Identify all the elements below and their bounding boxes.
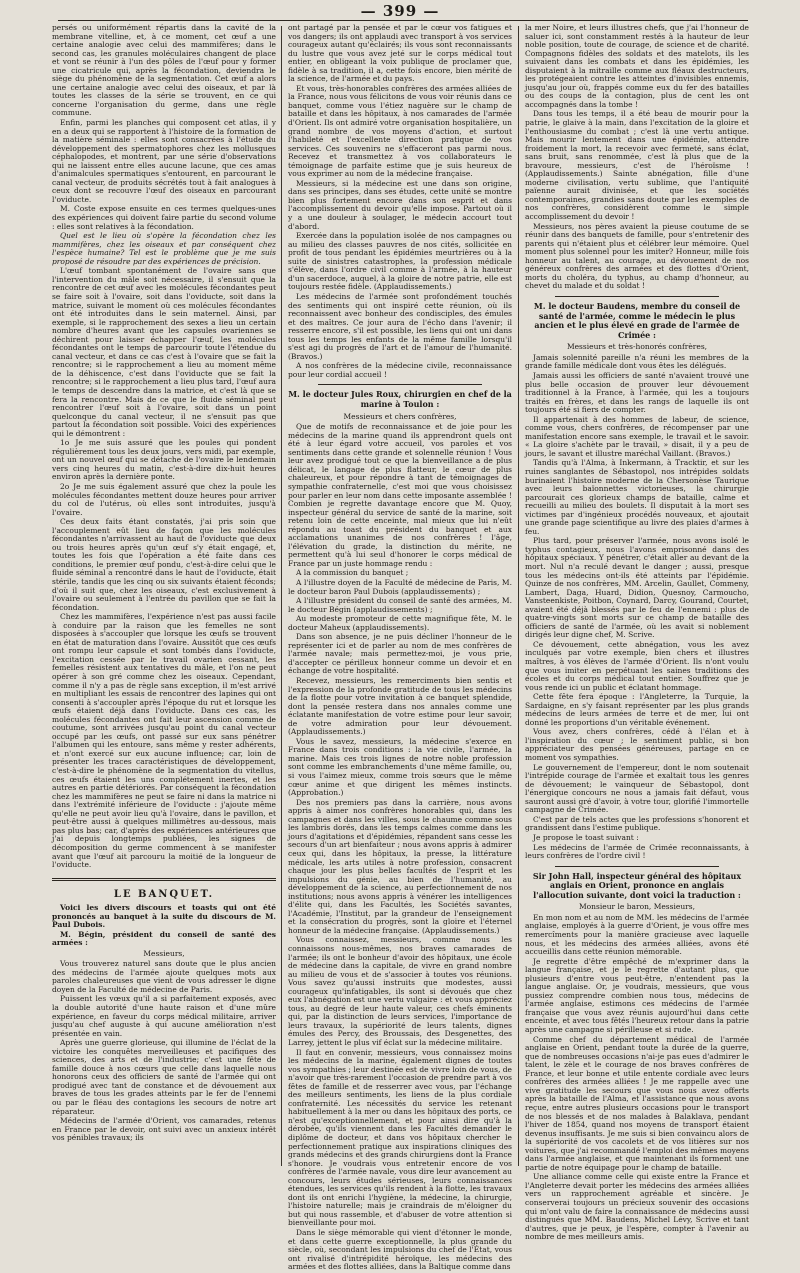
paragraph: Plus tard, pour préserver l'armée, nous avons isolé le typhus contagieux, nous l'avons emprisonné dans des hôpitaux spéciaux. Y pénétrer, c'était aller au devant de la mort. Nul n'a reculé devant le danger ; aussi, presque tous les médecins ont-ils été atteints par l'épidémie. Quinze de nos confrères, MM. Arcelin, Gaullet, Commeny, Lambert, Daga, Huard, Didion, Quesnoy, Carmoucho, Vansteenkiste, Poitbon, Coynard, Darcy, Gourand, Courtet, avaient été déjà blessés par le feu de l'ennemi : plus de quatre-vingts sont morts sur ce champ de bataille des officiers de santé de l'armée, où les avait si noblement dirigés leur digne chef, M. Scrive.: [525, 536, 749, 640]
paragraph: Dans son absence, je ne puis décliner l'honneur de le représenter ici et de parler au nom de mes confrères de l'armée navale; mais permettez-moi, je vous prie, d'accepter ce périlleux honneur comme un devoir et en échange de votre hospitalité.: [288, 632, 512, 676]
paragraph: Vous le savez, messieurs, la médecine s'exerce en France dans trois conditions : la vie civile, l'armée, la marine. Mais ces trois lignes de notre noble profession sont comme les embranchements d'une même famille, ou, si vous l'aimez mieux, comme trois sœurs que le même cœur anime et que dirigent les mêmes instincts. (Approbation.): [288, 736, 512, 798]
salutation: Messieurs et chers confrères,: [343, 411, 457, 421]
paragraph: 2o Je me suis également assuré que chez la poule les molécules fécondantes mettent douze heures pour arriver du col de l'utérus, où elles sont introduites, jusqu'à l'ovaire.: [52, 481, 276, 517]
speaker-heading: Sir John Hall, inspecteur général des hôpitaux anglais en Orient, prononce en anglais l'allocution suivante, dont voici la traduction :: [532, 870, 742, 900]
speaker-heading: M. Bégin, président du conseil de santé des armées :: [52, 929, 276, 948]
paragraph: Tandis qu'à l'Alma, à Inkermann, à Tracktir, et sur les ruines sanglantes de Sébastopol, nos intrépides soldats burinaient l'histoire moderne de la Chersonèse Taurique avec leurs baïonnettes victorieuses, la chirurgie parcourait ces glorieux champs de bataille, calme et recueilli au milieu des boulets. Il disputait à la mort ses victimes par d'ingénieux procédés nouveaux, et ajoutait une grande page scientifique au livre des plaies d'armes à feu.: [525, 458, 749, 536]
column-3: [525, 24, 749, 1243]
speaker-heading: M. le docteur Jules Roux, chirurgien en chef de la marine à Toulon :: [288, 389, 512, 410]
paragraph: A nos confrères de la médecine civile, reconnaissance pour leur cordial accueil !: [288, 361, 512, 379]
paragraph: Jamais solennité pareille n'a réuni les membres de la grande famille médicale dont vous êtes les délégués.: [525, 352, 749, 371]
paragraph: En mon nom et au nom de MM. les médecins de l'armée anglaise, employés à la guerre d'Orient, je vous offre mes remercîments pour la manière gracieuse avec laquelle nous, et les médecins des armées alliées, avons été accueillis dans cette réunion mémorable.: [525, 912, 749, 957]
paragraph: Vous connaissez, messieurs, comme nous les connaissons nous-mêmes, nos braves camarades de l'armée; ils ont le bonheur d'avoir des hôpitaux, une école de médecine dans la capitale, de vivre en grand nombre au milieu de vous et de s'associer à toutes vos réunions. Vous savez qu'aussi instruits que modestes, aussi courageux qu'infatigables, ils sont si dévoués que chez eux l'abnégation est une vertu vulgaire : et vous appréciez tous, au degré de leur haute valeur, ces chefs éminents qui, par la distinction de leurs services, l'importance de leurs travaux, la supériorité de leurs talents, dignes émules des Percy, des Broussais, des Desgenettes, des Larrey, jettent le plus vif éclat sur la médecine militaire.: [288, 935, 512, 1047]
paragraph: Médecins de l'armée d'Orient, vos camarades, retenus en France par le devoir, ont suivi avec un anxieux intérêt vos pénibles travaux; ils: [52, 1116, 276, 1143]
paragraph: C'est par de tels actes que les professions s'honorent et grandissent dans l'estime publique.: [525, 814, 749, 833]
paragraph: Messieurs, nos pères avaient la pieuse coutume de se réunir dans des banquets de famille, pour s'entretenir des parents qui n'étaient plus et célébrer leur mémoire. Quel moment plus solennel pour les imiter? Honneur, mille fois honneur au talent, au courage, au dévouement de nos généreux confrères des armées et des flottes d'Orient, morts du choléra, du typhus, au champ d'honneur, au chevet du malade et du soldat !: [525, 221, 749, 291]
page-number: — 399 —: [360, 2, 440, 20]
paragraph: M. Coste expose ensuite en ces termes quelques-unes des expériences qui doivent faire partie du second volume : elles sont relatives à la fécondation.: [52, 204, 276, 231]
paragraph: Il faut en convenir, messieurs, vous connaissez moins les médecins de la marine, également dignes de toutes vos sympathies ; leur destinée est de vivre loin de vous, de n'avoir que très-rarement l'occasion de prendre part à vos fêtes de famille et de resserrer avec vous, par l'échange des meilleurs sentiments, les liens de la plus cordiale confraternité. Les nécessités du service les retenant habituellement à la mer ou dans les hôpitaux des ports, ce n'est qu'exceptionnellement, et pour ainsi dire qu'à la dérobée, qu'ils viennent dans les Facultés demander le diplôme de docteur, et dans vos hôpitaux chercher le perfectionnement pratique aux inspirations cliniques des grands médecins et des grands chirurgiens dont la France s'honore. Je voudrais vous entretenir encore de vos confrères de l'armée navale, vous dire leur avancement au concours, leurs études sérieuses, leurs connaissances étendues, les services qu'ils rendent à la flotte, les travaux dont ils ont enrichi l'hygiène, la médecine, la chirurgie, l'histoire naturelle; mais je craindrais de m'éloigner du but qui nous rassemble, et d'abuser de votre attention si bienveillante pour moi.: [288, 1047, 512, 1228]
column-divider: [281, 26, 282, 1166]
paragraph: Chez les mammifères, l'expérience n'est pas aussi facile à conduire par la raison que les femelles ne sont disposées à s'accoupler que lorsque les œufs se trouvent en état de maturation dans l'ovaire. Aussitôt que ces œufs ont rompu leur capsule et sont tombés dans l'oviducte, l'excitation cessée par le travail ovarien cessant, les femelles résistent aux tentatives du mâle, et l'on ne peut opérer à son gré comme chez les oiseaux. Cependant, comme il n'y a pas de règle sans exception, il m'est arrivé en multipliant les essais de rencontrer des lapines qui ont consenti à s'accoupler après l'époque du rut et lorsque les œufs étaient déjà dans l'oviducte. Dans ces cas, les molécules fécondantes ont fait leur ascension comme de coutume, sont arrivées jusqu'au point du canal vecteur occupé par les œufs, ont passé sur eux sans pénétrer l'albumen qui les entoure, sans même y rester adhérents, et n'ont exercé sur eux aucune influence; car, loin de présenter les traces caractéristiques de développement, c'est-à-dire le phénomène de la segmentation du vitellus, ces œufs étaient les uns complétement inertes, et les autres en partie détériorés. Par conséquent la fécondation chez les mammifères ne peut se faire ni dans la matrice ni dans l'extrémité inférieure de l'oviducte : j'ajoute même qu'elle ne peut avoir lieu qu'à l'ovaire, dans le pavillon, et peut-être aussi à quelques millimètres au-dessous, mais pas plus bas; car, d'après des expériences antérieures que j'ai depuis longtemps publiées, les signes de décomposition du germe commencent à se manifester avant que l'œuf ait parcouru la moitié de la longueur de l'oviducte.: [52, 612, 276, 870]
paragraph: Messieurs, si la médecine est une dans son origine, dans ses principes, dans ses études, cette unité se montre bien plus fortement encore dans son esprit et dans l'accomplissement du devoir qu'elle impose. Partout où il y a une douleur à soulager, le médecin accourt tout d'abord.: [288, 178, 512, 231]
divider: [555, 866, 719, 867]
paragraph: persés ou uniformément répartis dans la cavité de la membrane vitelline, et, à ce moment, cet œuf a une certaine analogie avec celui des mammifères; dans le second cas, les granules moléculaires changent de place et vont se réunir à l'un des pôles de l'œuf pour y former une cicatricule qui, après la fécondation, deviendra le siège du phénomène de la segmentation. Cet œuf a alors une certaine analogie avec celui des oiseaux, et par là toutes les classes de la série se trouvent, en ce qui concerne l'organisation du germe, dans une règle commune.: [52, 23, 276, 118]
section-divider: [52, 878, 276, 881]
paragraph: Puissent les vœux qu'il a si parfaitement exposés, avec la double autorité d'une haute raison et d'une mûre expérience, en faveur du corps médical militaire, arriver jusqu'au chef auguste à qui aucune amélioration n'est présentée en vain.: [52, 994, 276, 1038]
paragraph: Les médecins de l'armée sont profondément touchés des sentiments qui ont inspiré cette réunion, où ils reconnaissent avec bonheur des condisciples, des émules et des maîtres. Ce jour aura de l'écho dans l'avenir; il resserre encore, s'il est possible, les liens qui ont uni dans tous les temps les enfants de la même famille lorsqu'il s'est agi du progrès de l'art et de l'amour de l'humanité. (Bravos.): [288, 291, 512, 361]
paragraph: Ce dévouement, cette abnégation, vous les avez inculqués par votre exemple, bien chers et illustres maîtres, à vos élèves de l'armée d'Orient. Ils n'ont voulu que vous imiter en perpétuant les saines traditions des écoles et du corps médical tout entier. Souffrez que je vous rende ici un public et éclatant hommage.: [525, 639, 749, 692]
paragraph: Quel est le lieu où s'opère la fécondation chez les mammifères, chez les oiseaux et par conséquent chez l'espèce humaine? Tel est le problème que je me suis proposé de résoudre par des expériences de précision.: [52, 231, 276, 266]
paragraph: L'œuf tombant spontanément de l'ovaire sans que l'intervention du mâle soit nécessaire, il s'ensuit que la rencontre de cet œuf avec les molécules fécondantes peut se faire soit à l'ovaire, soit dans l'oviducte, soit dans la matrice, suivant le moment où ces molécules fécondantes ont été introduites dans le sein maternel. Ainsi, par exemple, si le rapprochement des sexes a lieu un certain nombre d'heures avant que les capsules ovariennes se déchirent pour laisser échapper l'œuf, les molécules fécondantes ont le temps de parcourir toute l'étendue du canal vecteur, et dans ce cas c'est à l'ovaire que se fait la rencontre; si le rapprochement a lieu au moment même de la déhiscence, c'est dans l'oviducte que se fait la rencontre; si le rapprochement a lieu plus tard, l'œuf aura le temps de descendre dans la matrice, et c'est là que se fera la rencontre. Mais de ce que le fluide séminal peut rencontrer l'œuf soit à l'ovaire, soit dans un point quelconque du canal vecteur, il ne s'ensuit pas que partout la fécondation soit possible. Voici des expériences qui le démontrent :: [52, 266, 276, 438]
column-2: [288, 24, 512, 1273]
divider: [318, 384, 482, 385]
paragraph: Dans tous les temps, il a été beau de mourir pour la patrie, le glaive à la main, dans l'excitation de la gloire et l'enthousiasme du combat ; c'est là une vertu antique. Mais mourir lentement dans une épidémie, attendre froidement la mort, la recevoir avec fermeté, sans éclat, sans bruit, sans renommée, c'est là plus que de la bravoure, messieurs, c'est de l'héroïsme ! (Applaudissements.) Sainte abnégation, fille d'une moderne civilisation, vertu sublime, que l'antiquité païenne aurait divinisée, et que les sociétés contemporaines, grandies sans doute par les exemples de nos confrères, considèrent comme le simple accomplissement du devoir !: [525, 109, 749, 222]
paragraph: Vous avez, chers confrères, cédé à l'élan et à l'inspiration du cœur ; le sentiment public, si bon appréciateur des pensées généreuses, partage en ce moment vos sympathies.: [525, 727, 749, 763]
section-title: LE BANQUET.: [113, 888, 215, 900]
paragraph: Et vous, très-honorables confrères des armées alliées de la France, nous vous félicitons de vous voir réunis dans ce banquet, comme vous l'étiez naguère sur le champ de bataille et dans les hôpitaux, à nos camarades de l'armée d'Orient. Ils ont admiré votre organisation hospitalière, un grand nombre de vos moyens d'action, et surtout l'habileté et l'excellente direction pratique de vos services. Ces souvenirs ne s'effaceront pas parmi nous. Recevez et transmettez à vos collaborateurs le témoignage de parfaite estime que je suis heureux de vous exprimer au nom de la médecine française.: [288, 83, 512, 179]
column-divider: [518, 26, 519, 1166]
paragraph: Jamais aussi les officiers de santé n'avaient trouvé une plus belle occasion de prouver leur dévouement traditionnel à la France, à l'armée, qui les a toujours traités en frères, et dans les rangs de laquelle ils ont toujours été si fiers de compter.: [525, 370, 749, 415]
paragraph: Des nos premiers pas dans la carrière, nous avons appris à aimer nos confrères honorables qui, dans les campagnes et dans les villes, sous le chaume comme sous les lambris dorés, dans les temps calmes comme dans les jours d'agitations et d'épidémies, répandent sans cesse les secours d'un art bienfaiteur ; nous avons appris à admirer ceux qui, dans les hôpitaux, la presse, la littérature médicale, les arts utiles à notre profession, consacrent chaque jour les plus belles facultés de l'esprit et les impulsions du génie, au bien de l'humanité, au développement de la science, au perfectionnement de nos institutions; nous avons appris à vénérer les intelligences d'élite qui, dans les Facultés, les Sociétés savantes, l'Académie, l'Institut, par la grandeur de l'enseignement et la consécration du progrès, sont la gloire et l'éternel honneur de la médecine française. (Applaudissements.): [288, 797, 512, 935]
paragraph: Voici les divers discours et toasts qui ont été prononcés au banquet à la suite du discours de M. Paul Dubois.: [52, 902, 276, 930]
column-1: [52, 24, 276, 1144]
salutation: Monsieur le baron, Messieurs,: [578, 902, 695, 912]
paragraph: Ces deux faits étant constatés, j'ai pris soin que l'accouplement eût lieu de façon que les molécules fécondantes n'arrivassent au haut de l'oviducte que deux ou trois heures après qu'un œuf s'y était engagé, et, toutes les fois que l'opération a été faite dans ces conditions, le premier œuf pondu, c'est-à-dire celui que le fluide séminal a rencontré dans le haut de l'oviducte, était stérile, tandis que les cinq ou six suivants étaient féconds; d'où il suit que, chez les oiseaux, c'est exclusivement à l'ovaire ou seulement à l'entrée du pavillon que se fait la fécondation.: [52, 517, 276, 612]
paragraph: Que de motifs de reconnaissance et de joie pour les médecins de la marine quand ils apprendront quels ont été à leur égard votre accueil, vos paroles et vos sentiments dans cette grande et solennelle réunion ! Vous leur avez prodigué tout ce que la bienveillance a de plus délicat, le langage de plus flatteur, le cœur de plus chaleureux, et pour répondre à tant de témoignages de sympathie confraternelle, c'est moi que vous choisissez pour parler en leur nom dans cette imposante assemblée ! Combien je regrette davantage encore que M. Quoy, inspecteur général du service de santé de la marine, soit retenu loin de cette enceinte, mal mieux que lui n'eût répondu au toast du président du banquet et aux acclamations unanimes de nos confrères ! l'âge, l'élévation du grade, la distinction du mérite, ne permettent qu'à lui seul d'honorer le corps médical de France par un juste hommage rendu :: [288, 422, 512, 568]
paragraph: la mer Noire, et leurs illustres chefs, que j'ai l'honneur de saluer ici, sont constamment restés à la hauteur de leur noble position, toute de courage, de science et de charité. Compagnons fidèles des soldats et des matelots, ils les suivaient dans les combats et dans les épidémies, les disputaient à la mitraille comme aux fléaux destructeurs, les protégeaient contre les atteintes d'invisibles ennemis, jusqu'au jour où, frappés comme eux du fer des batailles ou des coups de la contagion, plus de cent les ont accompagnés dans la tombe !: [525, 23, 749, 109]
paragraph: 1o Je me suis assuré que les poules qui pondent régulièrement tous les deux jours, vers midi, par exemple, ont un nouvel œuf qui se détache de l'ovaire le lendemain vers cinq heures du matin, c'est-à-dire dix-huit heures environ après la dernière ponte.: [52, 438, 276, 482]
speaker-heading: M. le docteur Baudens, membre du conseil de santé de l'armée, comme le médecin le plus ancien et le plus élevé en grade de l'armée de Crimée :: [533, 300, 741, 340]
paragraph: Il appartenait à des hommes de labeur, de science, comme vous, chers confrères, de récompenser par une manifestation encore sans exemple, le travail et le savoir. « La gloire s'achète par le travail, » disait, il y a peu de jours, le savant et illustre maréchal Vaillant. (Bravos.): [525, 414, 749, 458]
divider: [555, 296, 719, 297]
paragraph: ont partagé par la pensée et par le cœur vos fatigues et vos dangers; ils ont applaudi avec transport à vos services courageux autant qu'éclairés; ils vous sont reconnaissants du lustre que vous avez jeté sur le corps médical tout entier, en obligeant la voix publique de proclamer que, fidèle à sa tradition, il a, cette fois encore, bien mérité de la science, de l'armée et du pays.: [288, 23, 512, 84]
paragraph: Je regrette d'être empêché de m'exprimer dans la langue française, et je le regrette d'autant plus, que plusieurs d'entre vous peut-être, n'entendent pas la langue anglaise. Or, je voudrais, messieurs, que vous pussiez comprendre combien nous tous, médecins de l'armée anglaise, estimons ces médecins de l'armée française que vous avez réunis aujourd'hui dans cette enceinte, et avec tous fêtés l'heureux retour dans la patrie après une campagne si périlleuse et si rude.: [525, 956, 749, 1035]
paragraph: Après une guerre glorieuse, qui illumine de l'éclat de la victoire les conquêtes merveilleuses et pacifiques des sciences, des arts et de l'industrie; c'est une fête de famille douce à nos cœurs que celle dans laquelle nous honorons ceux des officiers de santé de l'armée qui ont prodigué avec tant de constance et de dévouement aux braves de tous les grades atteints par le fer de l'ennemi ou par le fléau des contagions les secours de notre art réparateur.: [52, 1038, 276, 1116]
paragraph: Je propose le toast suivant :: [533, 832, 639, 842]
paragraph: A l'illustre président du conseil de santé des armées, M. le docteur Bégin (applaudissements) ;: [288, 596, 512, 614]
paragraph: Cette fête fera époque : l'Angleterre, la Turquie, la Sardaigne, en s'y faisant représenter par les plus grands médecins de leurs armées de terre et de mer, lui ont donné les proportions d'un véritable événement.: [525, 692, 749, 727]
paragraph: Comme chef du département médical de l'armée anglaise en Orient, pendant toute la durée de la guerre, que de nombreuses occasions n'ai-je pas eues d'admirer le talent, le zèle et le courage de nos braves confrères de France, et leur bonne et utile entente cordiale avec leurs confrères des armées alliées ! Je me rappelle avec une vive gratitude les secours que vous nous avez offerts après la bataille de l'Alma, et l'assistance que nous avons reçue, entre autres plusieurs occasions pour le transport de nos blessés et de nos malades à Balaklava, pendant l'hiver de 1854, quand nos moyens de transport étaient devenus insuffisants. Je me suis si bien convaincu alors de la supériorité de vos cacolets et de vos litières sur nos voitures, que j'ai recommandé l'emploi des mêmes moyens dans l'armée anglaise, et que maintenant ils forment une partie de notre équipage pour le champ de bataille.: [525, 1034, 749, 1172]
paragraph: Enfin, parmi les planches qui composent cet atlas, il y en a deux qui se rapportent à l'histoire de la formation de la matière séminale : elles sont consacrées à l'étude du développement des spermatophores chez les mollusques céphalopodes, et montrent, par une série d'observations qui ne laissent entre elles aucune lacune, que ces amas d'animalcules spermatiques s'entourent, en parcourant le canal vecteur, de produits sécrétés tout à fait analogues à ceux dont se recouvre l'œuf des oiseaux en parcourant l'oviducte.: [52, 118, 276, 204]
salutation: Messieurs et très-honorés confrères,: [566, 342, 708, 352]
paragraph: A l'illustre doyen de la Faculté de médecine de Paris, M. le docteur baron Paul Dubois (applaudissements) ;: [288, 578, 512, 596]
salutation: Messieurs,: [143, 948, 185, 958]
header-rule: [58, 20, 748, 21]
paragraph: A la commission du banquet ;: [296, 568, 409, 578]
paragraph: Exercée dans la population isolée de nos campagnes ou au milieu des classes pauvres de nos cités, sollicitée en profit de tous pendant les épidémies meurtrières ou à la suite de sinistres catastrophes, la profession médicale s'élève, dans l'ordre civil comme à l'armée, à la hauteur d'un sacerdoce, auquel, à la gloire de notre patrie, elle est toujours restée fidèle. (Applaudissements.): [288, 231, 512, 292]
paragraph: Recevez, messieurs, les remerciments bien sentis et l'expression de la profonde gratitude de tous les médecins de la flotte pour votre invitation à ce banquet splendide, dont la pensée restera dans nos annales comme une éclatante manifestation de votre estime pour leur savoir, de votre admiration pour leur dévouement. (Applaudissements.): [288, 676, 512, 737]
paragraph: Au modeste promoteur de cette magnifique fête, M. le docteur Maheux (applaudissements).: [288, 614, 512, 632]
paragraph: Vous trouverez naturel sans doute que le plus ancien des médecins de l'armée ajoute quelques mots aux paroles chaleureuses que vient de vous adresser le digne doyen de la Faculté de médecine de Paris.: [52, 959, 276, 994]
paragraph: Une alliance comme celle qui existe entre la France et l'Angleterre devait porter les médecins des armées alliées vers un rapprochement agréable et sincère. Je conserverai toujours un précieux souvenir des occasions qui m'ont valu de faire la connaissance de médecins aussi distingués que MM. Baudens, Michel Lévy, Scrive et tant d'autres, que je peux, je l'espère, compter à l'avenir au nombre de mes meilleurs amis.: [525, 1172, 749, 1242]
paragraph: Dans le siège mémorable qui vient d'étonner le monde, et dans cette guerre exceptionnelle, la plus grande du siècle, où, secondant les impulsions du chef de l'État, vous ont rivalisé d'intrépidité héroïque, les médecins des armées et des flottes alliées, dans la Baltique comme dans: [288, 1228, 512, 1272]
paragraph: Les médecins de l'armée de Crimée reconnaissants, à leurs confrères de l'ordre civil !: [525, 842, 749, 861]
paragraph: Le gouvernement de l'empereur, dont le nom soutenait l'intrépide courage de l'armée et exaltait tous les genres de dévouement; le vainqueur de Sébastopol, dont l'énergique concours ne nous a jamais fait défaut, vous sauront aussi gré d'avoir, à votre tour, glorifié l'immortelle campagne de Crimée.: [525, 762, 749, 815]
